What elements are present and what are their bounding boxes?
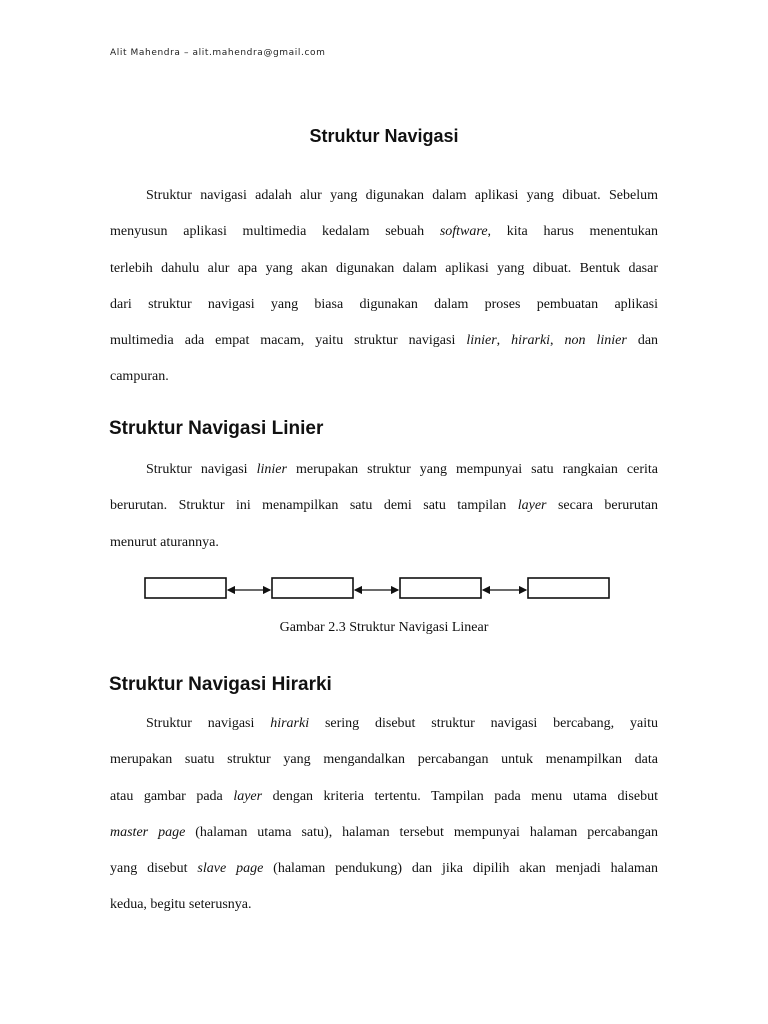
- paragraph-line: [110, 742, 658, 778]
- page-title: Struktur Navigasi: [309, 126, 459, 146]
- text-run: atau gambar pada: [110, 788, 234, 804]
- text-run: kedua, begitu seterusnya.: [110, 897, 252, 913]
- italic-term: master page: [110, 824, 186, 840]
- text-run: berurutan. Struktur ini menampilkan satu demi satu tampilan: [110, 498, 518, 514]
- paragraph-line: [110, 779, 658, 815]
- text-run: merupakan suatu struktur yang mengandalkan percabangan untuk menampilkan data: [110, 752, 658, 768]
- text-run: yang disebut: [110, 861, 198, 877]
- text-run: Struktur navigasi adalah alur yang digunakan dalam aplikasi yang dibuat. Sebelum: [146, 188, 658, 203]
- italic-term: software: [439, 224, 488, 240]
- text-run: menurut aturannya.: [110, 534, 219, 550]
- text-run: terlebih dahulu alur apa yang akan digunakan dalam aplikasi yang dibuat. Bentuk dasar: [110, 260, 658, 276]
- diagram-box-1: [145, 578, 226, 598]
- italic-term: layer: [517, 498, 547, 514]
- text-run: dan: [626, 333, 659, 349]
- italic-term: linier: [466, 333, 497, 349]
- text-run: ,: [550, 333, 565, 349]
- diagram-box-3: [400, 578, 481, 598]
- text-run: , kita harus menentukan: [487, 224, 658, 240]
- italic-term: hirarki: [270, 716, 310, 731]
- paragraph-line: [110, 706, 658, 742]
- italic-term: hirarki: [511, 333, 551, 349]
- text-run: (halaman utama satu), halaman tersebut mempunyai halaman percabangan: [185, 824, 658, 840]
- diagram-box-4: [528, 578, 609, 598]
- text-run: dengan kriteria tertentu. Tampilan pada menu utama disebut: [262, 788, 658, 804]
- text-run: merupakan struktur yang mempunyai satu rangkaian cerita: [286, 462, 658, 477]
- text-run: secara berurutan: [546, 498, 658, 514]
- text-run: campuran.: [110, 369, 169, 385]
- paragraph-line: [110, 887, 658, 923]
- heading-hirarki: Struktur Navigasi Hirarki: [109, 674, 332, 695]
- text-run: multimedia ada empat macam, yaitu struktur navigasi: [110, 333, 467, 349]
- text-run: menyusun aplikasi multimedia kedalam sebuah: [110, 224, 440, 240]
- page-header: Alit Mahendra – alit.mahendra@gmail.com: [110, 48, 326, 58]
- italic-term: non linier: [564, 333, 627, 349]
- italic-term: linier: [256, 462, 287, 477]
- paragraph-line: [110, 851, 658, 887]
- hirarki-paragraph: [110, 706, 658, 924]
- text-run: Struktur navigasi: [146, 462, 257, 477]
- text-run: ,: [496, 333, 512, 349]
- diagram-box-2: [272, 578, 353, 598]
- italic-term: layer: [233, 788, 263, 804]
- text-run: (halaman pendukung) dan jika dipilih akan menjadi halaman: [263, 861, 659, 877]
- figure-caption: Gambar 2.3 Struktur Navigasi Linear: [279, 620, 489, 635]
- paragraph-line: [110, 815, 658, 851]
- text-run: dari struktur navigasi yang biasa digunakan dalam proses pembuatan aplikasi: [110, 296, 658, 312]
- text-run: sering disebut struktur navigasi bercabang, yaitu: [309, 716, 658, 731]
- italic-term: slave page: [197, 861, 264, 877]
- text-run: Struktur navigasi: [146, 716, 271, 731]
- heading-linier: Struktur Navigasi Linier: [109, 418, 324, 439]
